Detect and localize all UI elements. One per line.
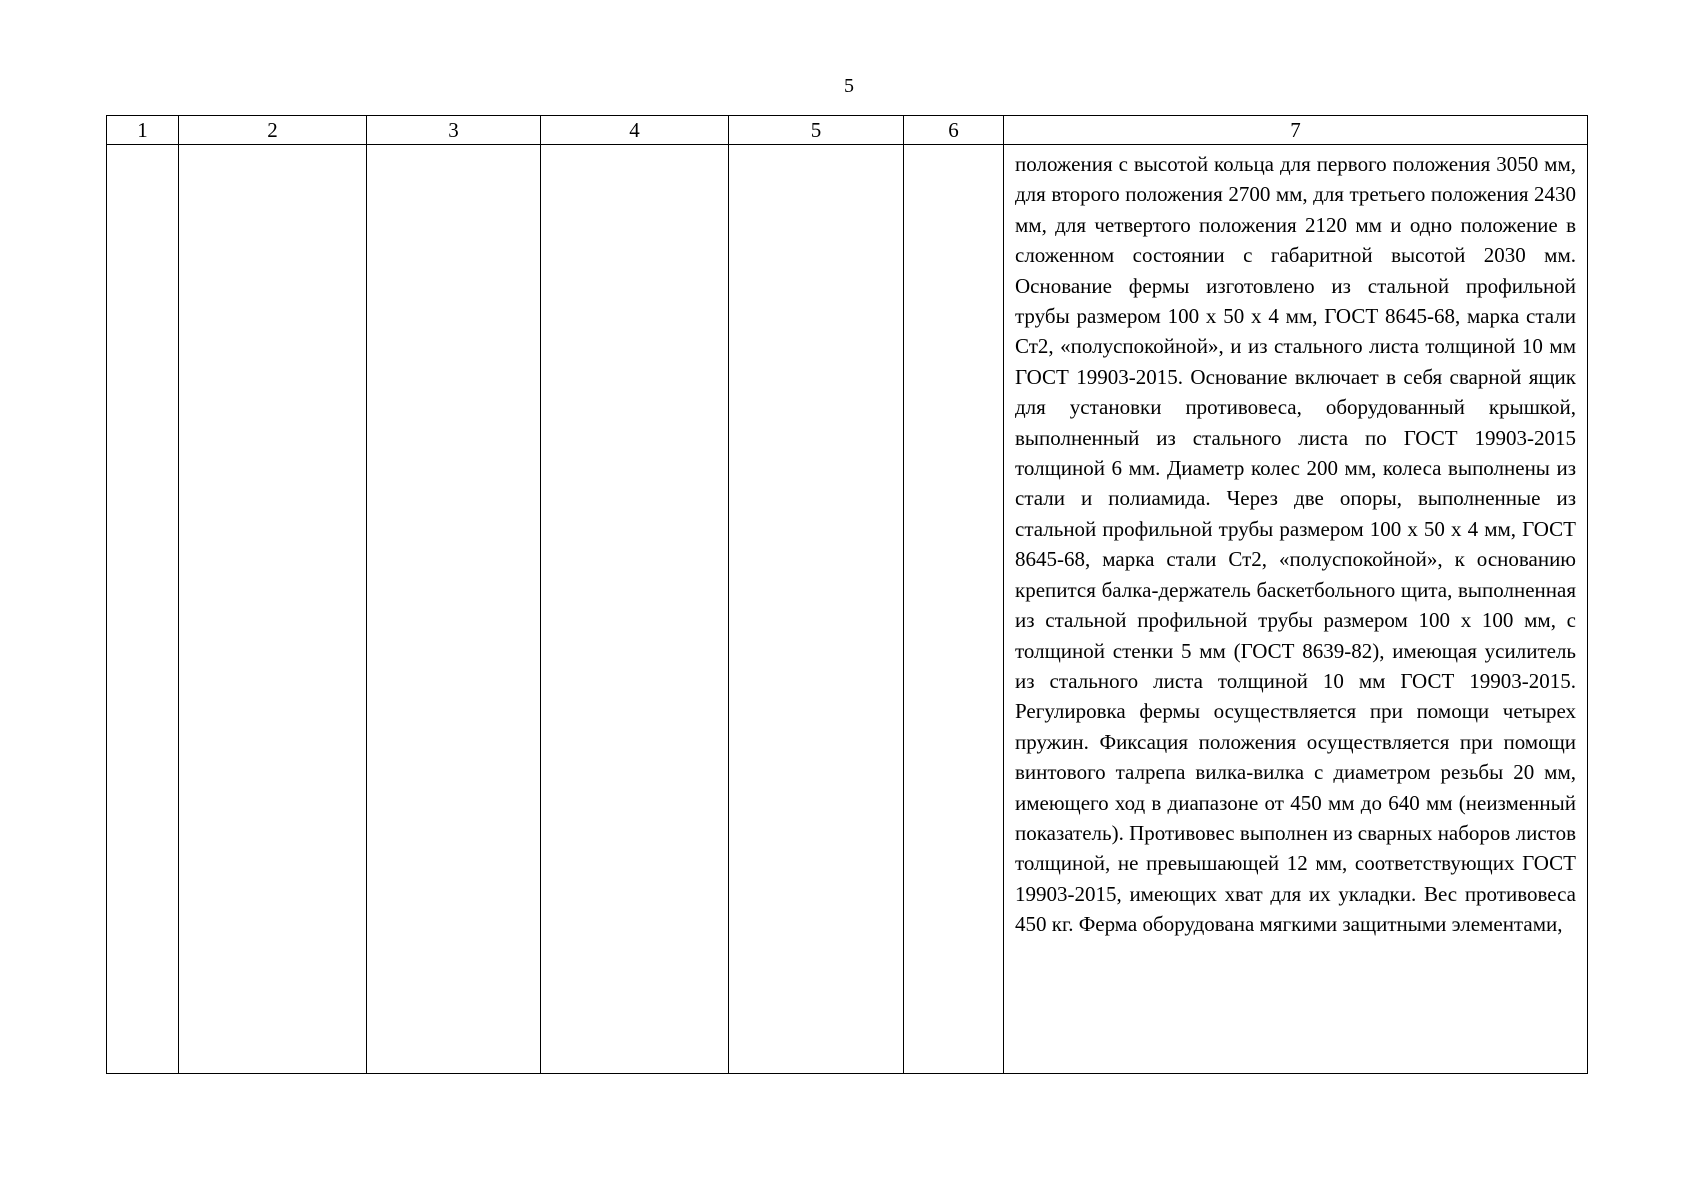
description-text: положения с высотой кольца для первого положения 3050 мм, для второго положения 2700 мм, для третьего положения 2430 мм, для четвертого положения 2120 мм и одно положение в сложенном состоянии с габаритной высотой 2030 мм. Основание фермы изготовлено из стальной профильной трубы размером 100 х 50 х 4 мм, ГОСТ 8645-68, марка стали Ст2, «полуспокойной», и из стального листа толщиной 10 мм ГОСТ 19903-2015. Основание включает в себя сварной ящик для установки противовеса, оборудованный крышкой, выполненный из стального листа по ГОСТ 19903-2015 толщиной 6 мм. Диаметр колес 200 мм, колеса выполнены из стали и полиамида. Через две опоры, выполненные из стальной профильной трубы размером 100 х 50 х 4 мм, ГОСТ 8645-68, марка стали Ст2, «полуспокойной», к основанию крепится балка-держатель баскетбольного щита, выполненная из стальной профильной трубы размером 100 х 100 мм, с толщиной стенки 5 мм (ГОСТ 8639-82), имеющая усилитель из стального листа толщиной 10 мм ГОСТ 19903-2015. Регулировка фермы осуществляется при помощи четырех пружин. Фиксация положения осуществляется при помощи винтового талрепа вилка-вилка с диаметром резьбы 20 мм, имеющего ход в диапазоне от 450 мм до 640 мм (неизменный показатель). Противовес выполнен из сварных наборов листов толщиной, не превышающей 12 мм, соответствующих ГОСТ 19903-2015, имеющих хват для их укладки. Вес противовеса 450 кг. Ферма оборудована мягкими защитными элементами, bbox=[1015, 152, 1576, 937]
column-header-2: 2 bbox=[179, 116, 367, 145]
table-cell-col-5 bbox=[729, 145, 904, 1074]
page-number: 5 bbox=[844, 75, 854, 97]
column-header-6: 6 bbox=[904, 116, 1004, 145]
table-cell-col-1 bbox=[107, 145, 179, 1074]
table-cell-col-3 bbox=[367, 145, 541, 1074]
column-header-7: 7 bbox=[1004, 116, 1588, 145]
specification-table bbox=[106, 115, 1588, 1074]
table-cell-col-2 bbox=[179, 145, 367, 1074]
table-header-row bbox=[107, 116, 1588, 145]
table-cell-col-4 bbox=[541, 145, 729, 1074]
table-cell-col-7 bbox=[1004, 145, 1588, 1074]
column-header-3: 3 bbox=[367, 116, 541, 145]
column-header-4: 4 bbox=[541, 116, 729, 145]
table-row bbox=[107, 145, 1588, 1074]
column-header-1: 1 bbox=[107, 116, 179, 145]
column-header-5: 5 bbox=[729, 116, 904, 145]
table-cell-col-6 bbox=[904, 145, 1004, 1074]
